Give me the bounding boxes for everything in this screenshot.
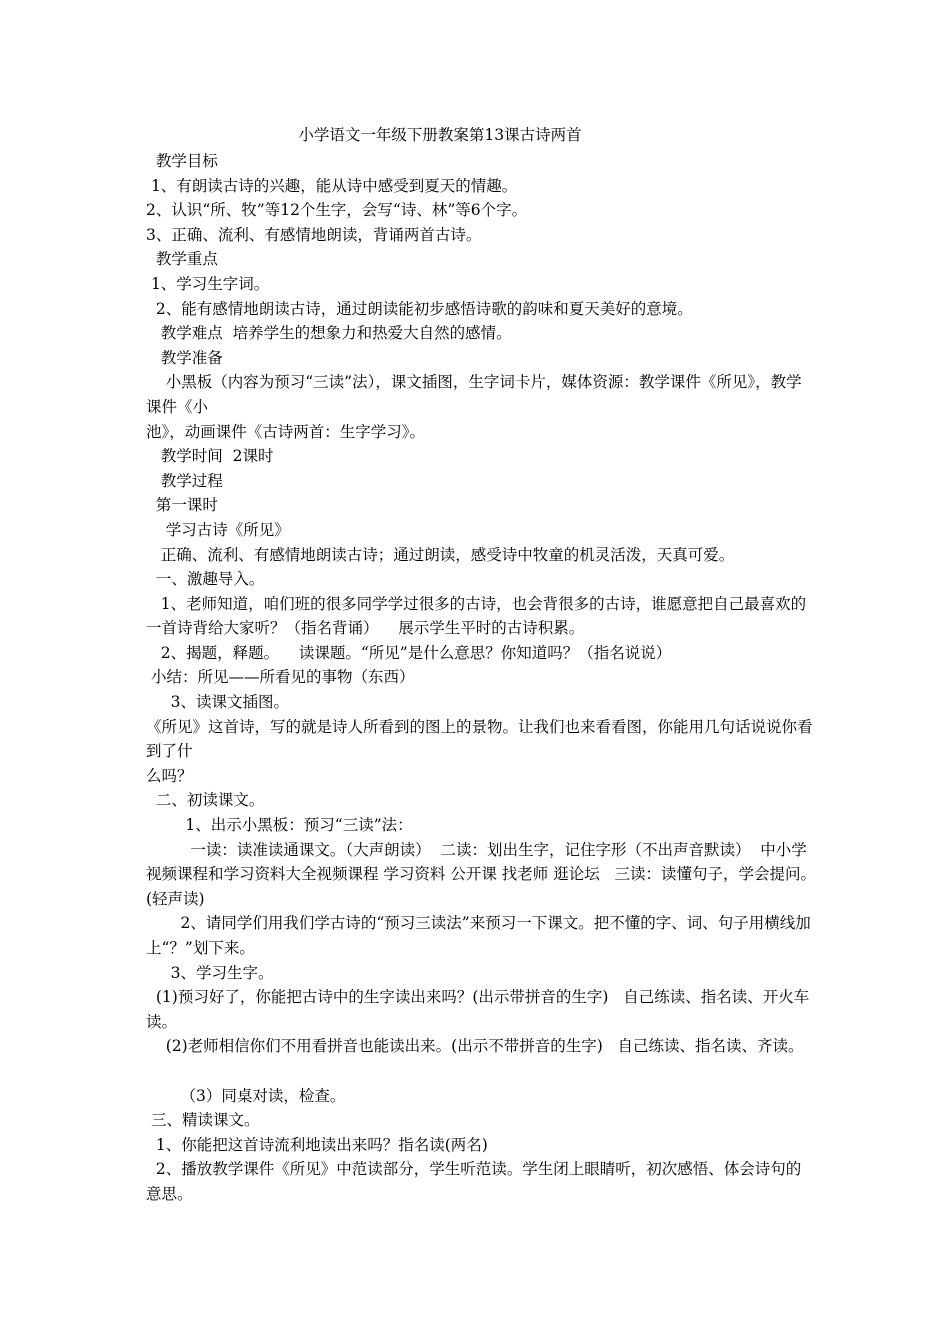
blank-line xyxy=(146,1059,816,1084)
paragraph: 教学时间 2课时 xyxy=(146,447,274,466)
paragraph: 3、学习生字。 xyxy=(146,963,274,982)
paragraph: 2、揭题，释题。 读课题。“所见”是什么意思？你知道吗？（指名说说） xyxy=(146,643,672,662)
paragraph: 教学重点 xyxy=(146,250,218,269)
paragraph: 教学准备 xyxy=(146,348,223,367)
paragraph: 1、老师知道，咱们班的很多同学学过很多的古诗，也会背很多的古诗，谁愿意把自己最喜欢的一首诗背给大家听？（指名背诵） 展示学生平时的古诗积累。 xyxy=(146,594,807,638)
paragraph: 学习古诗《所见》 xyxy=(146,520,290,539)
paragraph: 1、你能把这首诗流利地读出来吗？指名读(两名) xyxy=(146,1135,488,1154)
paragraph: （3）同桌对读，检查。 xyxy=(146,1086,346,1105)
paragraph: 第一课时 xyxy=(146,496,218,515)
paragraph: 教学目标 xyxy=(146,152,218,170)
paragraph: 一、激趣导入。 xyxy=(146,570,265,589)
paragraph: 么吗？ xyxy=(146,766,193,785)
paragraph: 正确、流利、有感情地朗读古诗；通过朗读，感受诗中牧童的机灵活泼，天真可爱。 xyxy=(146,545,735,564)
paragraph: 小黑板（内容为预习“三读”法），课文插图，生字词卡片，媒体资源：教学课件《所见》，教学课件《小 xyxy=(146,373,802,416)
paragraph: 2、播放教学课件《所见》中范读部分，学生听范读。学生闭上眼睛听，初次感悟、体会诗句的意思。 xyxy=(146,1160,802,1203)
paragraph: 二、初读课文。 xyxy=(146,791,265,810)
paragraph: (1)预习好了，你能把古诗中的生字读出来吗？(出示带拼音的生字) 自己练读、指名读、开火车读。 xyxy=(146,988,810,1031)
paragraph: 小结：所见——所看见的事物（东西） xyxy=(146,668,415,687)
document-body xyxy=(146,149,816,1207)
paragraph: 1、出示小黑板：预习“三读”法： xyxy=(146,816,413,835)
paragraph: 三、精读课文。 xyxy=(146,1111,260,1130)
paragraph: 2、请同学们用我们学古诗的“预习三读法”来预习一下课文。把不懂的字、词、句子用横线加上“？”划下来。 xyxy=(146,914,811,957)
paragraph: (2)老师相信你们不用看拼音也能读出来。(出示不带拼音的生字) 自己练读、指名读、齐读。 xyxy=(146,1037,804,1056)
document-title: 小学语文一年级下册教案第13课古诗两首 xyxy=(298,126,582,144)
paragraph: 3、正确、流利、有感情地朗读，背诵两首古诗。 xyxy=(146,225,482,244)
paragraph: 2、认识“所、牧”等12个生字，会写“诗、林”等6个字。 xyxy=(146,201,528,220)
paragraph: 教学过程 xyxy=(146,471,223,490)
paragraph: 2、能有感情地朗读古诗，通过朗读能初步感悟诗歌的韵味和夏天美好的意境。 xyxy=(146,299,693,318)
paragraph: 3、读课文插图。 xyxy=(146,693,290,712)
paragraph: 1、学习生字词。 xyxy=(146,274,270,293)
paragraph: 池》，动画课件《古诗两首：生字学习》。 xyxy=(146,422,426,441)
paragraph: 一读：读准读通课文。（大声朗读） 二读：划出生字，记住字形（不出声音默读） 中小学视频课程和学习资料大全视频课程 学习资料 公开课 找老师 逛论坛 三读：读懂句子，学会提问。(轻声读) xyxy=(146,840,816,908)
paragraph: 教学难点 培养学生的想象力和热爱大自然的感情。 xyxy=(146,324,512,343)
paragraph: 《所见》这首诗，写的就是诗人所看到的图上的景物。让我们也来看看图，你能用几句话说说你看到了什 xyxy=(146,717,813,761)
paragraph: 1、有朗读古诗的兴趣，能从诗中感受到夏天的情趣。 xyxy=(146,176,518,195)
